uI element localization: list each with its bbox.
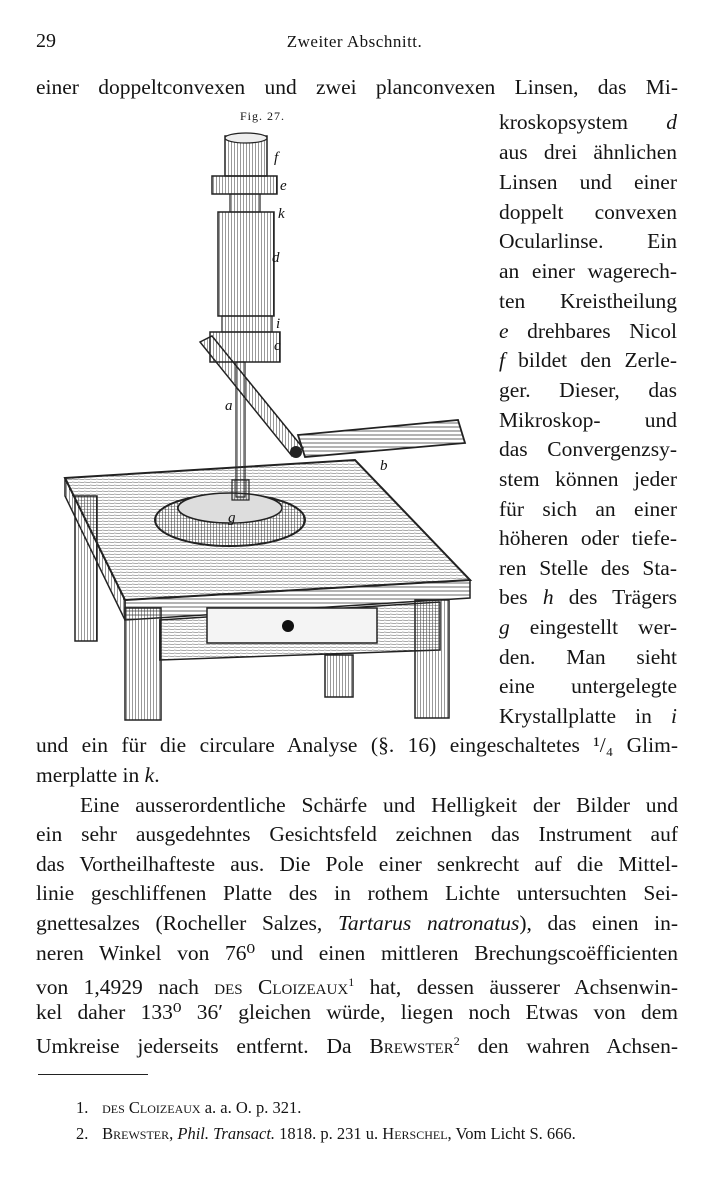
figure-label-k: k [278,206,285,222]
body-line: an einer wagerech- [499,259,677,283]
figure-label-c: c [274,338,281,354]
body-line: kroskopsystem d [499,110,677,134]
body-line: kel daher 133⁰ 36′ gleichen würde, liegen noch Etwas von dem [36,1000,678,1024]
body-line: einer doppeltconvexen und zwei planconvexen Linsen, das Mi- [36,75,678,99]
body-line: höheren oder tiefe- [499,526,677,550]
body-line: ren Stelle des Sta- [499,556,677,580]
body-line: neren Winkel von 76⁰ und einen mittleren Brechungscoëfficienten [36,941,678,965]
figure-label-d: d [272,250,280,266]
figure-caption: Fig. 27. [240,109,286,123]
figure-label-e: e [280,178,287,194]
body-line: Linsen und einer [499,170,677,194]
figure-label-b: b [380,458,388,474]
body-line: merplatte in k. [36,763,160,787]
body-line: ten Kreistheilung [499,289,677,313]
body-line: f bildet den Zerle- [499,348,677,372]
figure-label-g: g [228,510,236,526]
body-line: Mikroskop- und [499,408,677,432]
footnote-rule [38,1074,148,1075]
body-line: bes h des Trägers [499,585,678,609]
figure-label-a: a [225,398,233,414]
body-line: g eingestellt wer- [499,615,677,639]
body-line: Krystallplatte in i [499,704,678,728]
running-head: Zweiter Abschnitt. [286,32,423,51]
body-line: ein sehr ausgedehntes Gesichtsfeld zeichnen das Instrument auf [36,822,678,846]
body-line: Eine ausserordentliche Schärfe und Helligkeit der Bilder und [80,793,678,817]
body-line: stem können jeder [499,467,677,491]
body-line: Ocularlinse. Ein [499,229,677,253]
body-line: linie geschliffenen Platte des in rothem Lichte untersuchten Sei- [36,881,678,905]
body-line: aus drei ähnlichen [499,140,677,164]
body-line: Umkreise jederseits entfernt. Da Brewster$^2$ den wahren Achsen- [36,1034,678,1059]
microscope-illustration [60,130,480,725]
figure-label-f: f [274,150,279,166]
page-number: 29 [36,30,56,52]
body-line: eine untergelegte [499,674,677,698]
body-line: den. Man sieht [499,645,677,669]
body-line: e drehbares Nicol [499,319,677,343]
body-line: das Convergenzsy- [499,437,677,461]
footnote: 2. Brewster, Phil. Transact. 1818. p. 231 u. Herschel, Vom Licht S. 666. [76,1124,576,1143]
body-line: und ein für die circulare Analyse (§. 16) eingeschaltetes ¹/₄ Glim- [36,733,678,757]
figure-label-i: i [276,316,281,332]
body-line: für sich an einer [499,497,677,521]
body-line: von 1,4929 nach des Cloizeaux$^1$ hat, dessen äusserer Achsenwin- [36,975,679,1000]
body-line: doppelt convexen [499,200,677,224]
body-line: ger. Dieser, das [499,378,677,402]
footnote: 1. des Cloizeaux a. a. O. p. 321. [76,1098,302,1117]
body-line: gnettesalzes (Rocheller Salzes, Tartarus natronatus), das einen in- [36,911,679,935]
body-line: das Vortheilhafteste aus. Die Pole einer senkrecht auf die Mittel- [36,852,678,876]
